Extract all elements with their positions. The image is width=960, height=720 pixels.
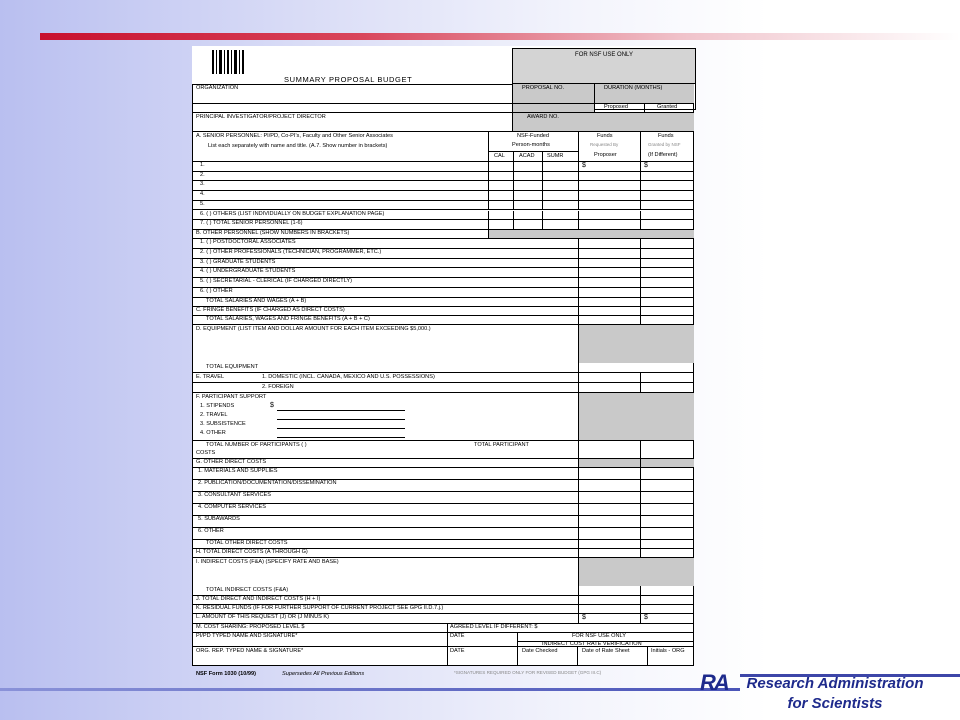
amount-l-dollar-1: $ [582, 614, 586, 621]
other-personnel-row-6-label: 6. ( ) OTHER [200, 288, 233, 294]
other-personnel-header [192, 230, 694, 239]
amount-l-dollar-2: $ [644, 614, 648, 621]
acad-label: ACAD [519, 153, 535, 159]
other-direct-header-row [192, 459, 694, 468]
barcode-icon [212, 50, 246, 74]
org-rep-label: ORG. REP. TYPED NAME & SIGNATURE* [196, 648, 304, 654]
form-number: NSF Form 1030 (10/99) [196, 671, 257, 677]
other-direct-row-6 [192, 528, 694, 540]
pi-signature-row [192, 633, 694, 647]
date-rate-sheet-label: Date of Rate Sheet [582, 648, 630, 654]
equipment-row [192, 325, 694, 373]
stipends-dollar: $ [270, 402, 274, 409]
total-other-direct-label: TOTAL OTHER DIRECT COSTS [206, 540, 288, 546]
senior-row-1 [192, 162, 694, 172]
senior-row-6-label: 6. ( ) OTHERS (LIST INDIVIDUALLY ON BUDGET EXPLANATION PAGE) [200, 210, 385, 217]
summary-proposal-budget-form [192, 46, 694, 677]
senior-row-6 [192, 211, 694, 221]
senior-personnel-header [192, 132, 694, 162]
total-other-direct-row [192, 540, 694, 549]
other-direct-row-3 [192, 492, 694, 504]
funds-label-1: Funds [597, 133, 613, 139]
other-direct-row-5 [192, 516, 694, 528]
total-participants-row [192, 441, 694, 459]
date-checked-label: Date Checked [522, 648, 558, 654]
other-direct-row-4 [192, 504, 694, 516]
duration-subrow [192, 104, 694, 113]
senior-row-4 [192, 191, 694, 201]
supersedes-note: Supersedes All Previous Editions [282, 671, 365, 677]
pi-row [192, 113, 694, 132]
other-personnel-row-2-label: 2. ( ) OTHER PROFESSIONALS (TECHNICIAN, PROGRAMMER, ETC.) [200, 248, 382, 255]
subsistence-label: 3. SUBSISTENCE [200, 421, 246, 427]
total-sal-fringe-label: TOTAL SALARIES, WAGES AND FRINGE BENEFITS (A + B + C) [206, 316, 370, 322]
date-label-1: DATE [450, 633, 465, 639]
total-sal-fringe-row [192, 316, 694, 325]
other-direct-row-2-label: 2. PUBLICATION/DOCUMENTATION/DISSEMINATION [198, 480, 337, 486]
footer-title-line2: for Scientists [787, 695, 883, 712]
other-personnel-row-4-label: 4. ( ) UNDERGRADUATE STUDENTS [200, 268, 296, 275]
other-personnel-row-3 [192, 259, 694, 269]
top-accent-bar [40, 33, 960, 40]
total-salaries-label: TOTAL SALARIES AND WAGES (A + B) [206, 298, 307, 304]
fringe-row [192, 307, 694, 316]
granted-by-label: Granted by NSF [648, 142, 681, 147]
cal-label: CAL [494, 153, 505, 159]
senior-row-1-label: 1. [200, 162, 205, 168]
participant-support-row [192, 393, 694, 441]
if-different-label: (If Different) [648, 152, 678, 158]
f-travel-label: 2. TRAVEL [200, 412, 228, 418]
other-personnel-row-1-label: 1. ( ) POSTDOCTORAL ASSOCIATES [200, 239, 296, 245]
ra-logo: RA [700, 670, 728, 695]
other-personnel-row-1 [192, 239, 694, 249]
other-direct-row-5-label: 5. SUBAWARDS [198, 516, 240, 522]
equipment-label: D. EQUIPMENT (LIST ITEM AND DOLLAR AMOUNT FOR EACH ITEM EXCEEDING $5,000.) [196, 326, 431, 332]
other-direct-row-2 [192, 480, 694, 492]
other-personnel-row-5 [192, 278, 694, 288]
fringe-label: C. FRINGE BENEFITS (IF CHARGED AS DIRECT COSTS) [196, 307, 345, 313]
footer-title-line1: Research Administration [746, 675, 924, 692]
pi-signature-label: PI/PD TYPED NAME AND SIGNATURE* [196, 633, 298, 639]
org-rep-row [192, 647, 694, 666]
senior-row-1-dollar-2: $ [644, 162, 648, 169]
total-j-label: J. TOTAL DIRECT AND INDIRECT COSTS (H + I) [196, 596, 321, 602]
other-direct-row-6-label: 6. OTHER [198, 528, 224, 534]
total-equipment-label: TOTAL EQUIPMENT [206, 364, 259, 370]
sumr-label: SUMR [547, 153, 564, 159]
organization-label: ORGANIZATION [196, 85, 239, 91]
senior-row-1-dollar-1: $ [582, 162, 586, 169]
nsf-use-only-label: FOR NSF USE ONLY [575, 52, 633, 58]
cost-sharing-row [192, 624, 694, 633]
proposal-no-label: PROPOSAL NO. [522, 85, 565, 91]
travel-label: E. TRAVEL [196, 374, 225, 380]
amount-l-row [192, 614, 694, 624]
other-direct-row-1-label: 1. MATERIALS AND SUPPLIES [198, 468, 278, 474]
other-direct-row-1 [192, 468, 694, 480]
travel-foreign-label: 2. FOREIGN [262, 384, 294, 390]
residual-k-row [192, 605, 694, 614]
date-label-2: DATE [450, 648, 465, 654]
bottom-accent-line [0, 688, 740, 691]
pi-label: PRINCIPAL INVESTIGATOR/PROJECT DIRECTOR [196, 114, 326, 120]
stipends-label: 1. STIPENDS [200, 403, 235, 409]
total-j-row [192, 596, 694, 605]
duration-label: DURATION (MONTHS) [604, 85, 663, 91]
senior-a-label: A. SENIOR PERSONNEL: PI/PD, Co-PI's, Faculty and Other Senior Associates [196, 133, 393, 139]
other-personnel-row-3-label: 3. ( ) GRADUATE STUDENTS [200, 258, 276, 265]
senior-row-7 [192, 220, 694, 230]
nsf-funded-label: NSF-Funded [517, 133, 550, 139]
residual-k-label: K. RESIDUAL FUNDS (IF FOR FURTHER SUPPORT OF CURRENT PROJECT SEE GPG II.D.7.j.) [196, 605, 444, 611]
total-participants-label: TOTAL NUMBER OF PARTICIPANTS ( ) [206, 442, 307, 448]
total-participant-label: TOTAL PARTICIPANT [474, 442, 529, 448]
award-no-label: AWARD NO. [527, 114, 559, 120]
costs-label: COSTS [196, 450, 216, 456]
person-months-label: Person-months [512, 142, 550, 148]
senior-row-3 [192, 181, 694, 191]
total-indirect-label: TOTAL INDIRECT COSTS (F&A) [206, 587, 289, 593]
indirect-label: I. INDIRECT COSTS (F&A) (SPECIFY RATE AND BASE) [196, 559, 339, 565]
organization-row [192, 84, 694, 104]
footer-title [720, 674, 950, 714]
proposed-label: Proposed [604, 104, 628, 110]
total-direct-label: H. TOTAL DIRECT COSTS (A THROUGH G) [196, 549, 308, 555]
other-direct-row-3-label: 3. CONSULTANT SERVICES [198, 492, 271, 498]
travel-row [192, 373, 694, 393]
senior-row-3-label: 3. [200, 181, 205, 188]
travel-domestic-label: 1. DOMESTIC (INCL. CANADA, MEXICO AND U.S. POSSESSIONS) [262, 374, 435, 380]
other-personnel-row-4 [192, 268, 694, 278]
indirect-row [192, 558, 694, 596]
indirect-verification-label: INDIRECT COST RATE VERIFICATION [542, 641, 642, 647]
other-personnel-header-label: B. OTHER PERSONNEL (SHOW NUMBERS IN BRACKETS) [196, 230, 350, 236]
senior-row-4-label: 4. [200, 191, 205, 198]
initials-label: Initials - ORG [651, 648, 685, 654]
cost-sharing-label: M. COST SHARING: PROPOSED LEVEL $ [196, 624, 305, 630]
signatures-note: *SIGNATURES REQUIRED ONLY FOR REVISED BUDGET (GPG III.C) [454, 670, 602, 675]
amount-l-label: L. AMOUNT OF THIS REQUEST (J) OR (J MINUS K) [196, 614, 330, 620]
senior-row-5 [192, 201, 694, 211]
other-personnel-row-6 [192, 288, 694, 298]
other-direct-label: G. OTHER DIRECT COSTS [196, 459, 267, 465]
proposer-label: Proposer [594, 152, 617, 158]
f-other-label: 4. OTHER [200, 430, 226, 436]
requested-by-label: Requested By [590, 142, 619, 147]
senior-row-5-label: 5. [200, 200, 205, 207]
senior-row-2-label: 2. [200, 171, 205, 178]
senior-a-sub-label: List each separately with name and title. (A.7. Show number in brackets) [208, 143, 388, 149]
funds-label-2: Funds [658, 133, 674, 139]
senior-row-2 [192, 172, 694, 182]
other-direct-row-4-label: 4. COMPUTER SERVICES [198, 504, 266, 510]
participant-label: F. PARTICIPANT SUPPORT [196, 394, 267, 400]
senior-row-7-label: 7. ( ) TOTAL SENIOR PERSONNEL (1-6) [200, 220, 303, 227]
other-personnel-row-2 [192, 249, 694, 259]
form-title: SUMMARY PROPOSAL BUDGET [284, 75, 413, 84]
nsf-use-only-label-2: FOR NSF USE ONLY [572, 633, 626, 639]
other-personnel-row-5-label: 5. ( ) SECRETARIAL - CLERICAL (IF CHARGED DIRECTLY) [200, 278, 352, 285]
total-salaries-row [192, 298, 694, 307]
total-direct-row [192, 549, 694, 558]
agreed-level-label: AGREED LEVEL IF DIFFERENT: $ [450, 624, 538, 630]
granted-label: Granted [657, 104, 678, 110]
